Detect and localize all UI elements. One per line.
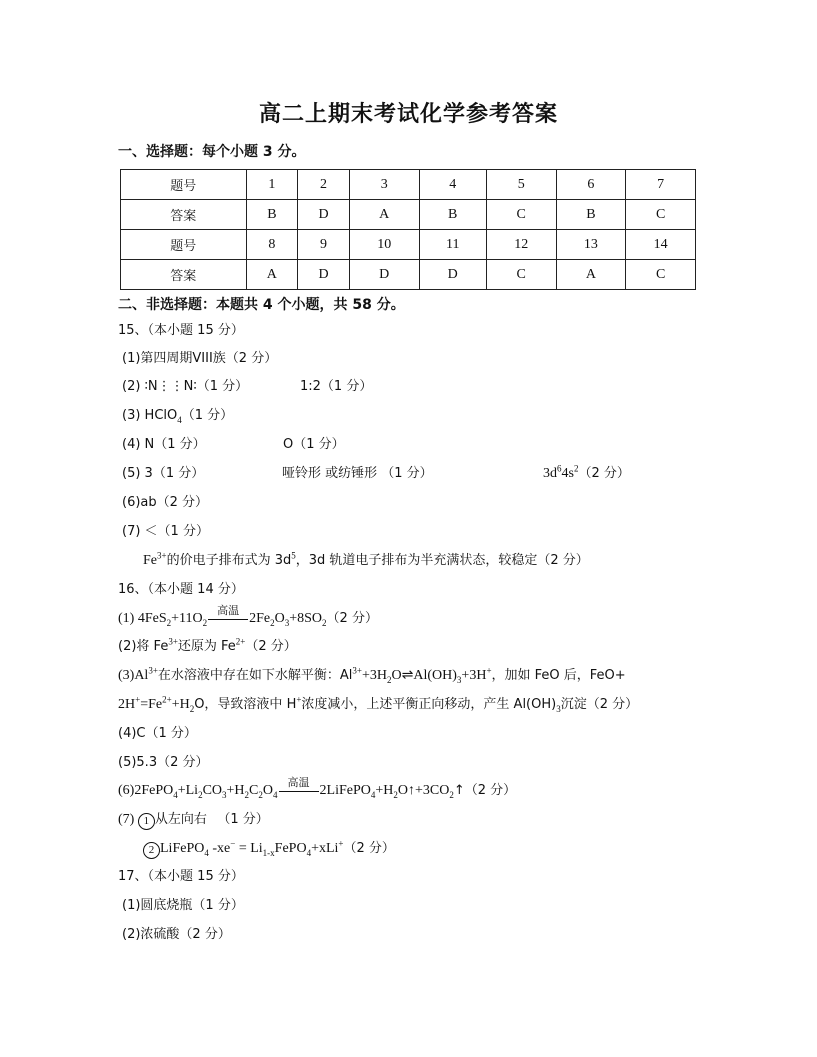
page-title: 高二上期末考试化学参考答案 <box>258 102 558 127</box>
table-row-label: 题号 <box>121 230 247 260</box>
q15-part5-b: 哑铃形 或纺锤形 （1 分） <box>282 466 433 481</box>
table-row-label: 答案 <box>121 200 247 230</box>
table-cell: 3 <box>349 170 419 200</box>
q17-part1: (1)圆底烧瓶（1 分） <box>122 898 244 913</box>
table-cell: D <box>298 200 350 230</box>
q16-part2: (2)将 $Fe^{3+}$还原为 $Fe^{2+}(2$ 分） <box>118 636 297 654</box>
table-cell: C <box>486 260 556 290</box>
q16-part7-b: 2 LiFePO$_4$ $-xe^- = Li_{1-x}FePO_4+xLi^+(2$ 分） <box>143 840 395 859</box>
table-cell: 11 <box>419 230 486 260</box>
table-cell: 1 <box>246 170 298 200</box>
table-cell: 4 <box>419 170 486 200</box>
table-cell: 6 <box>556 170 626 200</box>
q15-part5-c: $3d^64s^2(2$ 分） <box>543 463 630 481</box>
table-cell: C <box>486 200 556 230</box>
section-multiple-choice-heading: 一、选择题：每个小题 3 分。 <box>118 144 306 160</box>
q15-part4-b: O（1 分） <box>283 437 345 452</box>
table-cell: B <box>556 200 626 230</box>
q16-part6-equation: $(6)2FePO_4+Li_2CO_3+H_2C_2O_4$ 高温 $2LiFePO_4+H_2O↑+3CO_2↑(2$ 分） <box>118 776 517 800</box>
section-non-choice-heading: 二、非选择题：本题共 4 个小题，共 58 分。 <box>118 297 405 313</box>
q15-part2-ratio: 1:2（1 分） <box>300 379 373 394</box>
table-cell: C <box>626 200 696 230</box>
table-cell: 14 <box>626 230 696 260</box>
table-cell: A <box>556 260 626 290</box>
q15-heading: 15、（本小题 15 分） <box>118 323 244 338</box>
table-cell: A <box>349 200 419 230</box>
equilibrium-arrow: ⇌ <box>401 668 414 683</box>
table-cell: 7 <box>626 170 696 200</box>
q16-part3-line1: $(3)Al^{3+}$在水溶液中存在如下水解平衡：$Al^{3+}+3H_2O\rightleftharpoons Al(OH)_3+3H^+$，加如 FeO 后，FeO+ <box>118 665 626 685</box>
q15-part7-explanation: $Fe^{3+}$的价电子排布式为 $3d^5$，3d 轨道电子排布为半充满状态，较稳定（2 分） <box>143 550 589 568</box>
table-row <box>121 200 696 230</box>
table-cell: 2 <box>298 170 350 200</box>
q17-part2: (2)浓硫酸（2 分） <box>122 927 231 942</box>
q16-part5: (5)5.3（2 分） <box>118 755 209 770</box>
q16-part3-line2: $2H^+=Fe^{2+}+H_2O$，导致溶液中 H+浓度减小，上述平衡正向移动，产生 $Al(OH)_3$沉淀（2 分） <box>118 694 639 714</box>
q15-part2-formula: (2) ∶N⋮⋮N∶（1 分） <box>122 379 249 394</box>
q15-part4-a: (4) N（1 分） <box>122 437 206 452</box>
table-cell: 10 <box>349 230 419 260</box>
reaction-condition: 高温 <box>278 782 320 800</box>
table-cell: D <box>349 260 419 290</box>
table-cell: 5 <box>486 170 556 200</box>
q15-part1: (1)第四周期VIII族（2 分） <box>122 351 278 366</box>
table-row <box>121 170 696 200</box>
table-cell: C <box>626 260 696 290</box>
table-cell: 8 <box>246 230 298 260</box>
reaction-condition: 高温 <box>207 610 249 628</box>
q15-part7: (7) ＜（1 分） <box>122 524 209 539</box>
table-row-label: 题号 <box>121 170 247 200</box>
answer-table <box>120 169 696 290</box>
circled-number-1: 1 <box>138 813 155 830</box>
table-cell: A <box>246 260 298 290</box>
table-row <box>121 260 696 290</box>
table-cell: D <box>298 260 350 290</box>
table-row <box>121 230 696 260</box>
table-cell: D <box>419 260 486 290</box>
q15-part6: (6)ab（2 分） <box>122 495 209 510</box>
table-cell: 12 <box>486 230 556 260</box>
q16-part4: (4)C（1 分） <box>118 726 197 741</box>
q16-part1-equation: (1) $4FeS_2+11O_2$ 高温 $2Fe_2O_3+8SO_2(2$ 分） <box>118 604 378 628</box>
circled-number-2: 2 <box>143 842 160 859</box>
table-row-label: 答案 <box>121 260 247 290</box>
table-cell: 9 <box>298 230 350 260</box>
table-cell: B <box>419 200 486 230</box>
table-cell: 13 <box>556 230 626 260</box>
q15-part3: (3) HClO$_4$（1 分） <box>122 408 234 425</box>
q16-part7-a: (7) 1 从左向右 （1 分） <box>118 811 269 830</box>
q15-part5-a: (5) 3（1 分） <box>122 466 205 481</box>
table-cell: B <box>246 200 298 230</box>
q17-heading: 17、（本小题 15 分） <box>118 869 244 884</box>
q16-heading: 16、（本小题 14 分） <box>118 582 244 597</box>
